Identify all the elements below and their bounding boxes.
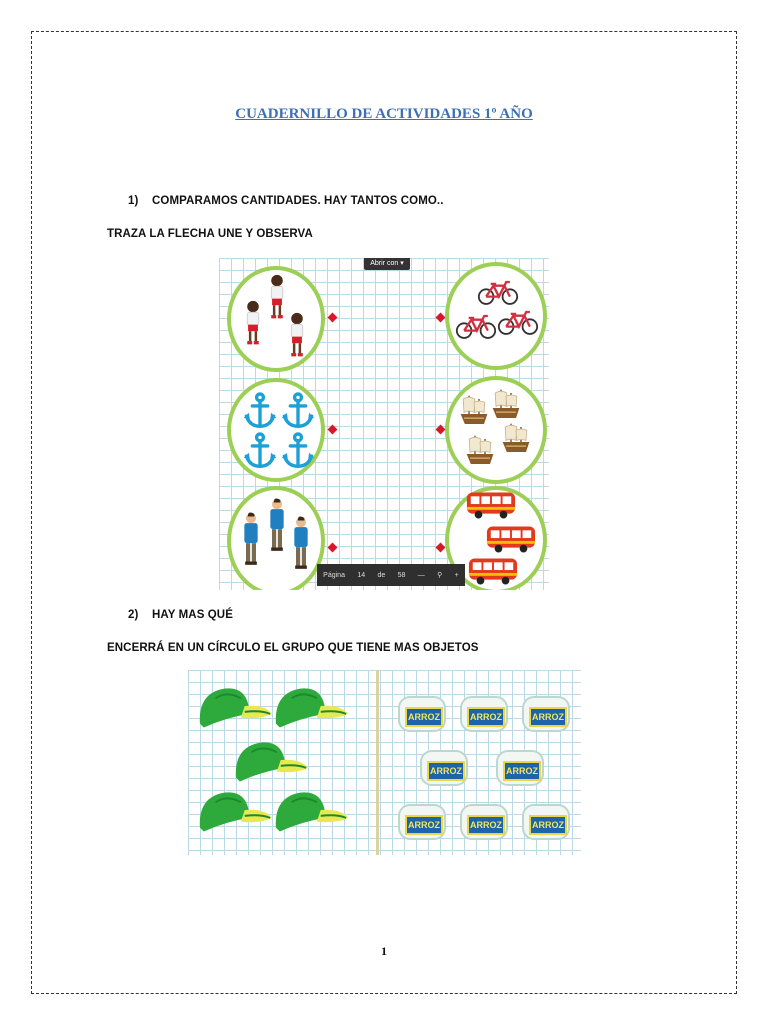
rice-bag-icon — [460, 804, 508, 840]
cap-icon — [272, 684, 350, 732]
rice-bag-label: ARROZ — [405, 815, 443, 835]
man-icon — [291, 516, 311, 570]
anchor-icon — [243, 432, 277, 470]
rice-bag-label: ARROZ — [529, 707, 567, 727]
rice-bag-icon — [522, 696, 570, 732]
zoom-out-button[interactable]: — — [417, 571, 425, 579]
ship-icon — [459, 392, 489, 426]
connection-dot[interactable] — [328, 543, 338, 553]
question-1-heading — [128, 195, 444, 207]
anchor-icon — [243, 392, 277, 430]
current-page-field[interactable]: 14 — [357, 571, 366, 579]
group-bicycles[interactable] — [445, 262, 547, 370]
connection-dot[interactable] — [328, 425, 338, 435]
rice-bag-icon — [460, 696, 508, 732]
cap-icon — [272, 788, 350, 836]
bicycle-icon — [477, 280, 519, 306]
connection-dot[interactable] — [436, 543, 446, 553]
rice-bag-label: ARROZ — [427, 761, 465, 781]
page-number: 1 — [381, 944, 387, 958]
ship-icon — [501, 420, 531, 454]
question-1-number: 1) — [128, 195, 139, 207]
rice-bag-label: ARROZ — [503, 761, 541, 781]
total-pages: 58 — [397, 571, 406, 579]
bus-icon — [485, 524, 537, 554]
matching-exercise-image — [219, 258, 549, 590]
bus-icon — [465, 490, 517, 520]
anchor-icon — [281, 432, 315, 470]
open-with-button[interactable] — [364, 258, 410, 270]
cap-icon — [196, 788, 274, 836]
comparison-exercise-image — [188, 670, 581, 855]
rice-bag-label: ARROZ — [467, 815, 505, 835]
man-icon — [267, 498, 287, 552]
rice-bag-label: ARROZ — [405, 707, 443, 727]
group-ships[interactable] — [445, 376, 547, 484]
connection-dot[interactable] — [436, 313, 446, 323]
rice-bag-icon — [398, 804, 446, 840]
group-children[interactable] — [227, 266, 325, 372]
group-anchors[interactable] — [227, 378, 325, 482]
child-icon — [243, 300, 263, 346]
bicycle-icon — [497, 310, 539, 336]
ship-icon — [491, 386, 521, 420]
group-divider — [376, 670, 379, 855]
question-2-heading-text: HAY MAS QUÉ — [152, 609, 233, 621]
rice-bag-icon — [420, 750, 468, 786]
viewer-toolbar — [317, 564, 465, 586]
group-rice-bags[interactable] — [382, 670, 581, 855]
page-label: Página — [323, 571, 345, 579]
zoom-in-button[interactable]: + — [454, 571, 459, 579]
group-caps[interactable] — [188, 670, 374, 855]
child-icon — [267, 274, 287, 320]
connection-dot[interactable] — [436, 425, 446, 435]
bus-icon — [467, 556, 519, 586]
question-2-heading — [128, 609, 233, 621]
child-icon — [287, 312, 307, 358]
question-2-number: 2) — [128, 609, 139, 621]
open-with-label: Abrir con — [370, 260, 399, 267]
rice-bag-label: ARROZ — [529, 815, 567, 835]
anchor-icon — [281, 392, 315, 430]
rice-bag-icon — [398, 696, 446, 732]
rice-bag-label: ARROZ — [467, 707, 505, 727]
question-1-instruction: TRAZA LA FLECHA UNE Y OBSERVA — [107, 228, 313, 240]
group-men[interactable] — [227, 486, 325, 590]
question-1-heading-text: COMPARAMOS CANTIDADES. HAY TANTOS COMO.. — [152, 195, 444, 207]
cap-icon — [232, 738, 310, 786]
rice-bag-icon — [522, 804, 570, 840]
question-2-instruction: ENCERRÁ EN UN CÍRCULO EL GRUPO QUE TIENE MAS OBJETOS — [107, 642, 479, 654]
cap-icon — [196, 684, 274, 732]
bicycle-icon — [455, 314, 497, 340]
ship-icon — [465, 432, 495, 466]
magnifier-icon[interactable]: ⚲ — [437, 572, 443, 579]
man-icon — [241, 512, 261, 566]
rice-bag-icon — [496, 750, 544, 786]
of-label: de — [377, 571, 386, 579]
connection-dot[interactable] — [328, 313, 338, 323]
page-title: CUADERNILLO DE ACTIVIDADES 1º AÑO — [235, 106, 533, 122]
chevron-down-icon: ▾ — [400, 260, 404, 267]
